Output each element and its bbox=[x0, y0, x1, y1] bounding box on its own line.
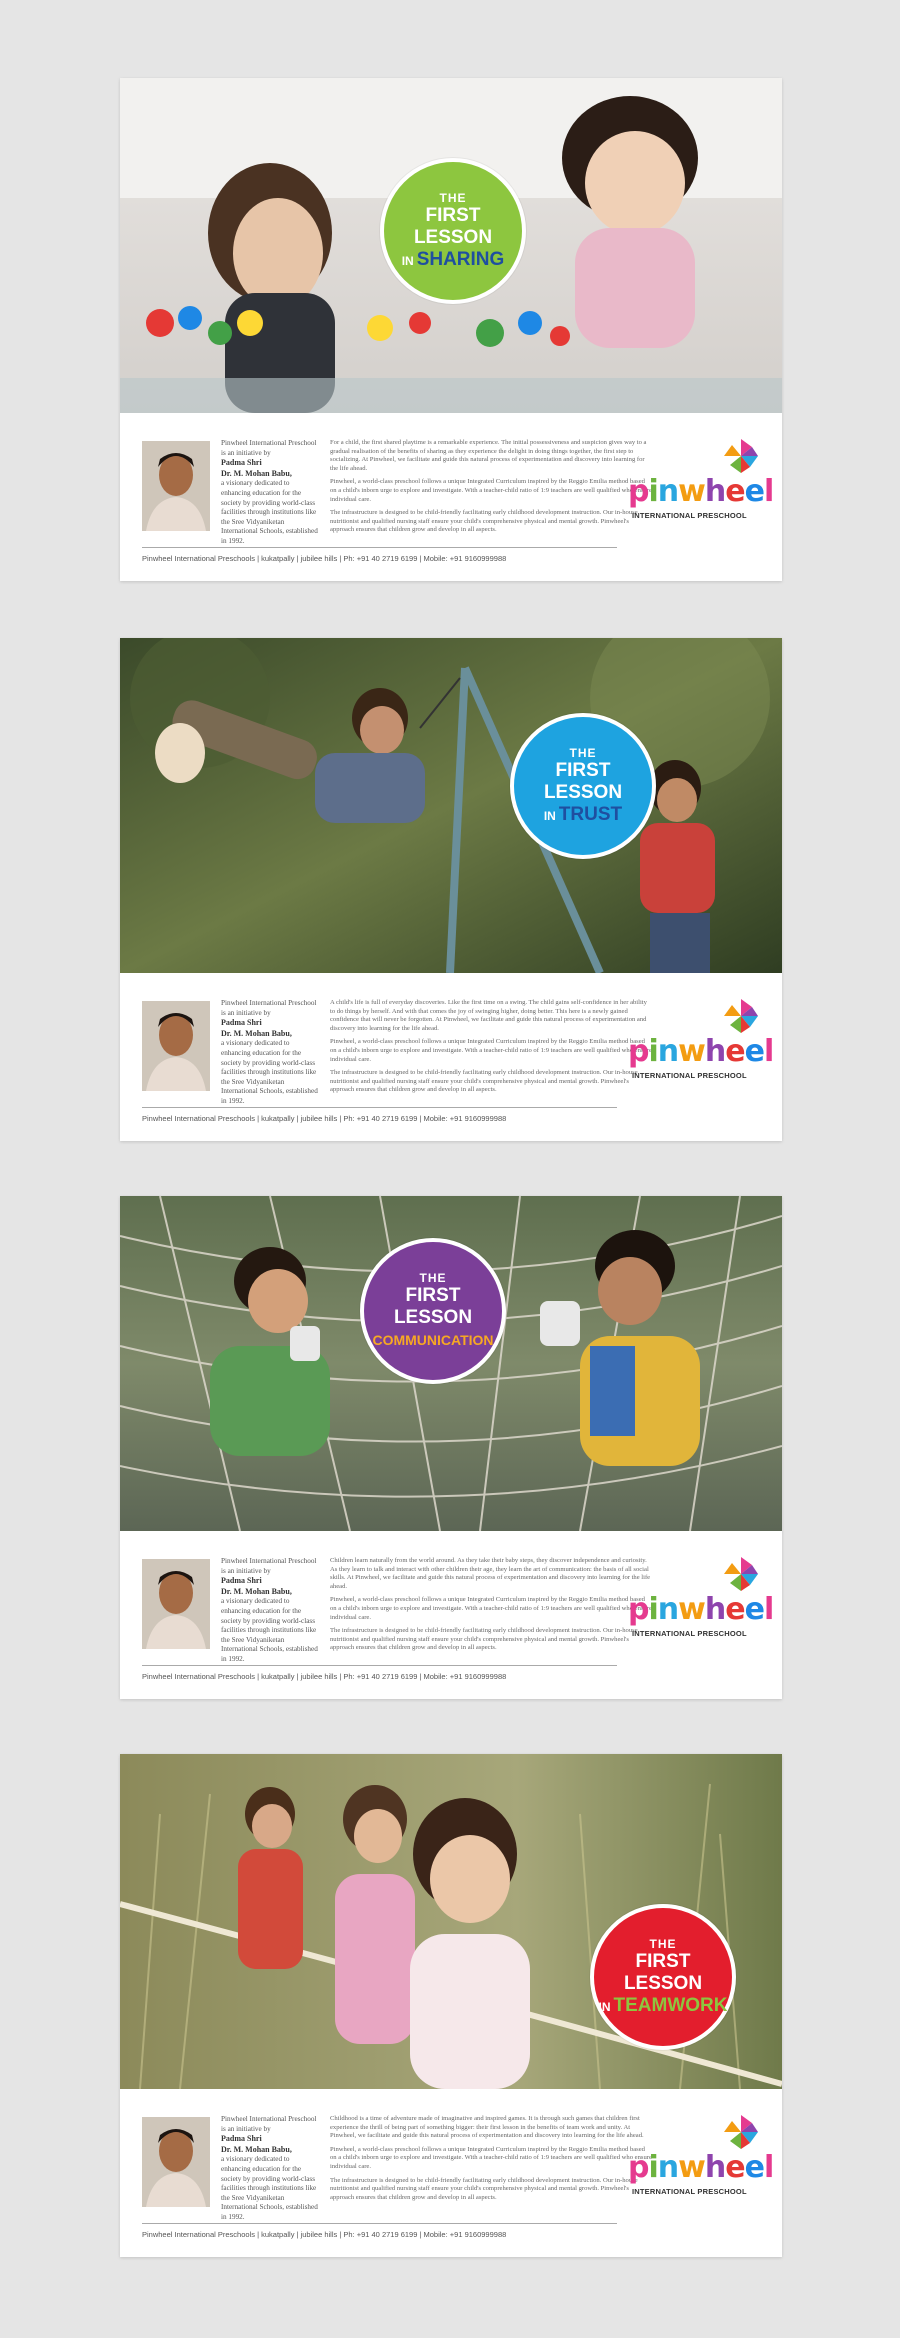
logo-wordmark: pinwheel bbox=[628, 1592, 774, 1627]
logo-wordmark: pinwheel bbox=[628, 2150, 774, 2185]
body-copy bbox=[330, 999, 652, 1100]
body-paragraph: Childhood is a time of adventure made of imaginative and inspired games. It is through such games that children first experience the thrill of being part of something bigger: their first lesson in the benefits of team work and unity. At Pinwheel, we facilitate and guide this natural process of experimentation and discovery into learning for the life ahead. bbox=[330, 2115, 644, 2140]
founder-text bbox=[221, 1557, 319, 1665]
founder-line1: Pinwheel International Preschool bbox=[221, 1557, 317, 1565]
founder-line2: is an initiative by bbox=[221, 1008, 271, 1017]
pinwheel-logo bbox=[618, 1557, 774, 1647]
info-panel bbox=[120, 973, 782, 1141]
body-copy bbox=[330, 2115, 652, 2207]
founder-portrait bbox=[142, 2117, 210, 2207]
badge-line2: FIRST LESSON bbox=[543, 759, 623, 803]
badge-line2: FIRST LESSON bbox=[413, 204, 493, 248]
ad-sharing bbox=[120, 78, 782, 581]
body-paragraph: Pinwheel, a world-class preschool follows a unique Integrated Curriculum inspired by the Reggio Emilia method based on a child's inborn urge to explore and investigate. With a teacher-child ratio of 1:9 teachers are well qualified who ensure individual care. bbox=[330, 2145, 652, 2170]
pinwheel-logo bbox=[618, 999, 774, 1089]
headline-badge bbox=[360, 1238, 506, 1384]
headline-badge bbox=[510, 713, 656, 859]
pinwheel-icon bbox=[724, 2115, 758, 2149]
divider bbox=[142, 1665, 617, 1666]
badge-line1: THE bbox=[569, 745, 597, 760]
body-paragraph: Children learn naturally from the world around. As they take their baby steps, they discover independence and curiosity. As they learn to talk and interact with other children their age, they learn the art of communication: the basis of all social skills. At Pinwheel, we facilitate and guide this natural process of experimentation and discovery into learning for the life ahead. bbox=[330, 1557, 651, 1590]
founder-name: Dr. M. Mohan Babu, bbox=[221, 468, 292, 478]
badge-word: TEAMWORK bbox=[613, 1994, 728, 2016]
pinwheel-icon bbox=[724, 1557, 758, 1591]
info-panel bbox=[120, 413, 782, 581]
founder-line1: Pinwheel International Preschool bbox=[221, 999, 317, 1007]
photo-teamwork bbox=[120, 1754, 782, 2089]
body-paragraph: The infrastructure is designed to be child-friendly facilitating early childhood development instruction. Our in-house nutritionist and qualified nursing staff ensure your child's comprehensive physical and mental growth. Pinwheel's approach ensures that children grow and develop in all aspects. bbox=[330, 509, 638, 534]
contact-footer: Pinwheel International Preschools | kukatpally | jubilee hills | Ph: +91 40 2719 6199 | Mobile: +91 9160999988 bbox=[142, 1672, 507, 1681]
divider bbox=[142, 2223, 617, 2224]
founder-line1: Pinwheel International Preschool bbox=[221, 2115, 317, 2123]
badge-in: IN bbox=[401, 253, 414, 268]
founder-portrait bbox=[142, 1559, 210, 1649]
body-paragraph: Pinwheel, a world-class preschool follows a unique Integrated Curriculum inspired by the Reggio Emilia method based on a child's inborn urge to explore and investigate. With a teacher-child ratio of 1:9 teachers are well qualified who ensure individual care. bbox=[330, 1038, 652, 1063]
pinwheel-icon bbox=[724, 999, 758, 1033]
body-paragraph: Pinwheel, a world-class preschool follows a unique Integrated Curriculum inspired by the Reggio Emilia method based on a child's inborn urge to explore and investigate. With a teacher-child ratio of 1:9 teachers are well qualified who ensure individual care. bbox=[330, 1596, 652, 1621]
body-copy bbox=[330, 439, 652, 540]
founder-text bbox=[221, 439, 319, 547]
founder-portrait bbox=[142, 441, 210, 531]
ad-communication bbox=[120, 1196, 782, 1699]
body-paragraph: The infrastructure is designed to be child-friendly facilitating early childhood development instruction. Our in-house nutritionist and qualified nursing staff ensure your child's comprehensive physical and mental growth. Pinwheel's approach ensures that children grow and develop in all aspects. bbox=[330, 1627, 638, 1652]
logo-wordmark: pinwheel bbox=[628, 1034, 774, 1069]
pinwheel-icon bbox=[724, 439, 758, 473]
headline-badge bbox=[590, 1904, 736, 2050]
badge-line1: THE bbox=[649, 1936, 677, 1951]
logo-subtitle: INTERNATIONAL PRESCHOOL bbox=[632, 1071, 747, 1080]
founder-desc: a visionary dedicated to enhancing education for the society by providing world-class facilities through institutions like the Sree Vidyaniketan International Schools, established in 1992. bbox=[221, 2155, 318, 2221]
founder-portrait bbox=[142, 1001, 210, 1091]
founder-title: Padma Shri bbox=[221, 2134, 262, 2144]
founder-title: Padma Shri bbox=[221, 458, 262, 468]
founder-desc: a visionary dedicated to enhancing education for the society by providing world-class facilities through institutions like the Sree Vidyaniketan International Schools, established in 1992. bbox=[221, 479, 318, 545]
badge-word: SHARING bbox=[416, 248, 505, 270]
badge-word: TRUST bbox=[558, 803, 623, 825]
founder-desc: a visionary dedicated to enhancing education for the society by providing world-class facilities through institutions like the Sree Vidyaniketan International Schools, established in 1992. bbox=[221, 1039, 318, 1105]
info-panel bbox=[120, 1531, 782, 1699]
badge-in: IN bbox=[543, 808, 556, 823]
logo-subtitle: INTERNATIONAL PRESCHOOL bbox=[632, 511, 747, 520]
divider bbox=[142, 547, 617, 548]
logo-subtitle: INTERNATIONAL PRESCHOOL bbox=[632, 1629, 747, 1638]
body-paragraph: A child's life is full of everyday discoveries. Like the first time on a swing. The child gains self-confidence in her ability to do things by herself. And with that comes the joy of swinging higher, doing better. This here is a newly gained confidence that will never be forgotten. At Pinwheel, we facilitate and guide this natural process of experimentation and discovery into learning for the life ahead. bbox=[330, 999, 647, 1032]
headline-badge bbox=[380, 158, 526, 304]
body-paragraph: The infrastructure is designed to be child-friendly facilitating early childhood development instruction. Our in-house nutritionist and qualified nursing staff ensure your child's comprehensive physical and mental growth. Pinwheel's approach ensures that children grow and develop in all aspects. bbox=[330, 1069, 638, 1094]
founder-name: Dr. M. Mohan Babu, bbox=[221, 1028, 292, 1038]
badge-in: IN bbox=[598, 1999, 611, 2014]
photo-communication bbox=[120, 1196, 782, 1531]
pinwheel-logo bbox=[618, 2115, 774, 2205]
badge-line2: FIRST LESSON bbox=[623, 1950, 703, 1994]
founder-title: Padma Shri bbox=[221, 1018, 262, 1028]
founder-title: Padma Shri bbox=[221, 1576, 262, 1586]
pinwheel-logo bbox=[618, 439, 774, 529]
founder-name: Dr. M. Mohan Babu, bbox=[221, 1586, 292, 1596]
body-paragraph: The infrastructure is designed to be child-friendly facilitating early childhood development instruction. Our in-house nutritionist and qualified nursing staff ensure your child's comprehensive physical and mental growth. Pinwheel's approach ensures that children grow and develop in all aspects. bbox=[330, 2176, 638, 2201]
logo-subtitle: INTERNATIONAL PRESCHOOL bbox=[632, 2187, 747, 2196]
contact-footer: Pinwheel International Preschools | kukatpally | jubilee hills | Ph: +91 40 2719 6199 | Mobile: +91 9160999988 bbox=[142, 2230, 507, 2239]
photo-sharing bbox=[120, 78, 782, 413]
founder-text bbox=[221, 2115, 319, 2223]
founder-line1: Pinwheel International Preschool bbox=[221, 439, 317, 447]
info-panel bbox=[120, 2089, 782, 2257]
body-paragraph: Pinwheel, a world-class preschool follows a unique Integrated Curriculum inspired by the Reggio Emilia method based on a child's inborn urge to explore and investigate. With a teacher-child ratio of 1:9 teachers are well qualified who ensure individual care. bbox=[330, 478, 652, 503]
founder-line2: is an initiative by bbox=[221, 1566, 271, 1575]
founder-line2: is an initiative by bbox=[221, 448, 271, 457]
badge-line2: FIRST LESSON bbox=[393, 1285, 473, 1328]
ad-trust bbox=[120, 638, 782, 1141]
divider bbox=[142, 1107, 617, 1108]
photo-trust bbox=[120, 638, 782, 973]
founder-text bbox=[221, 999, 319, 1107]
body-paragraph: For a child, the first shared playtime is a remarkable experience. The initial possessiveness and suspicion gives way to a gradual realisation of the benefits of sharing as they experience the delight in doing things together, the first step to socializing. At Pinwheel, we facilitate and guide this natural process of experimentation and discovery into learning for the life ahead. bbox=[330, 439, 647, 472]
badge-line1: THE bbox=[419, 1271, 447, 1285]
badge-line1: THE bbox=[439, 190, 467, 205]
founder-line2: is an initiative by bbox=[221, 2124, 271, 2133]
contact-footer: Pinwheel International Preschools | kukatpally | jubilee hills | Ph: +91 40 2719 6199 | Mobile: +91 9160999988 bbox=[142, 554, 507, 563]
founder-desc: a visionary dedicated to enhancing education for the society by providing world-class facilities through institutions like the Sree Vidyaniketan International Schools, established in 1992. bbox=[221, 1597, 318, 1663]
body-copy bbox=[330, 1557, 652, 1658]
ad-teamwork bbox=[120, 1754, 782, 2257]
logo-wordmark: pinwheel bbox=[628, 474, 774, 509]
founder-name: Dr. M. Mohan Babu, bbox=[221, 2144, 292, 2154]
contact-footer: Pinwheel International Preschools | kukatpally | jubilee hills | Ph: +91 40 2719 6199 | Mobile: +91 9160999988 bbox=[142, 1114, 507, 1123]
badge-word: COMMUNICATION bbox=[372, 1332, 494, 1348]
